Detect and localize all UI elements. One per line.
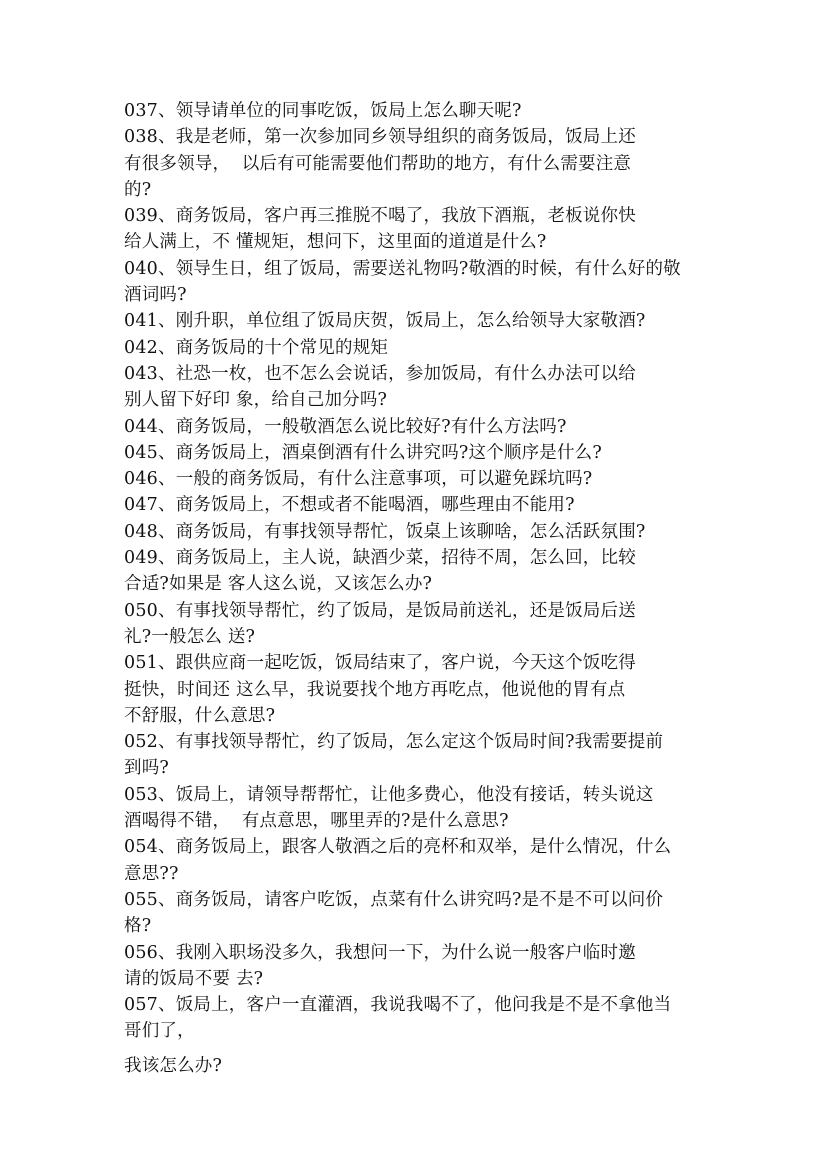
text-line: 038、我是老师，第一次参加同乡领导组织的商务饭局，饭局上还 <box>124 127 636 148</box>
text-line: 格? <box>124 916 152 937</box>
text-line: 048、商务饭局，有事找领导帮忙，饭桌上该聊啥，怎么活跃氛围? <box>124 521 646 542</box>
text-line: 057、饭局上，客户一直灌酒，我说我喝不了，他问我是不是不拿他当 <box>124 995 672 1016</box>
text-line: 我该怎么办? <box>124 1055 223 1076</box>
text-line: 041、刚升职，单位组了饭局庆贺，饭局上，怎么给领导大家敬酒? <box>124 311 646 332</box>
text-line: 054、商务饭局上，跟客人敬酒之后的亮杯和双举，是什么情况，什么 <box>124 837 672 858</box>
text-line: 给人满上，不 懂规矩，想问下，这里面的道道是什么? <box>124 232 547 253</box>
text-line: 052、有事找领导帮忙，约了饭局，怎么定这个饭局时间?我需要提前 <box>124 732 664 753</box>
text-line: 别人留下好印 象，给自己加分吗? <box>124 390 388 411</box>
text-line: 047、商务饭局上，不想或者不能喝酒，哪些理由不能用? <box>124 495 575 516</box>
text-line: 037、领导请单位的同事吃饭，饭局上怎么聊天呢? <box>124 101 522 121</box>
text-line: 的? <box>124 179 152 200</box>
text-line: 礼?一般怎么 送? <box>124 626 256 647</box>
text-line: 044、商务饭局，一般敬酒怎么说比较好?有什么方法吗? <box>124 416 567 437</box>
text-line: 请的饭局不要 去? <box>124 968 264 989</box>
text-line: 酒喝得不错， 有点意思，哪里弄的?是什么意思? <box>124 811 509 832</box>
text-line: 045、商务饭局上，酒桌倒酒有什么讲究吗?这个顺序是什么? <box>124 442 602 463</box>
text-line: 049、商务饭局上，主人说，缺酒少菜，招待不周，怎么回，比较 <box>124 548 636 569</box>
text-line: 055、商务饭局，请客户吃饭，点菜有什么讲究吗?是不是不可以问价 <box>124 889 664 910</box>
text-line: 哥们了， <box>124 1021 195 1042</box>
paragraph-gap <box>124 1045 724 1053</box>
text-line: 053、饭局上，请领导帮帮忙，让他多费心，他没有接话，转头说这 <box>124 784 654 805</box>
document-page <box>124 98 724 1079</box>
text-line: 到吗? <box>124 758 169 779</box>
text-line: 挺快，时间还 这么早，我说要找个地方再吃点，他说他的胃有点 <box>124 679 626 700</box>
text-line: 051、跟供应商一起吃饭，饭局结束了，客户说，今天这个饭吃得 <box>124 653 636 674</box>
text-line: 酒词吗? <box>124 285 187 306</box>
text-line: 合适?如果是 客人这么说，又该怎么办? <box>124 574 433 595</box>
text-line: 040、领导生日，组了饭局，需要送礼物吗?敬酒的时候，有什么好的敬 <box>124 258 681 279</box>
text-line: 046、一般的商务饭局，有什么注意事项，可以避免踩坑吗? <box>124 469 593 490</box>
text-line: 043、社恐一枚，也不怎么会说话，参加饭局，有什么办法可以给 <box>124 363 636 384</box>
text-line: 050、有事找领导帮忙，约了饭局，是饭局前送礼，还是饭局后送 <box>124 600 636 621</box>
text-line: 056、我刚入职场没多久，我想问一下，为什么说一般客户临时邀 <box>124 942 636 963</box>
text-line: 意思?? <box>124 863 179 884</box>
text-line: 不舒服，什么意思? <box>124 705 276 726</box>
text-line: 042、商务饭局的十个常见的规矩 <box>124 337 389 358</box>
text-line: 有很多领导， 以后有可能需要他们帮助的地方，有什么需要注意 <box>124 153 632 174</box>
text-line: 039、商务饭局，客户再三推脱不喝了，我放下酒瓶，老板说你快 <box>124 206 636 227</box>
